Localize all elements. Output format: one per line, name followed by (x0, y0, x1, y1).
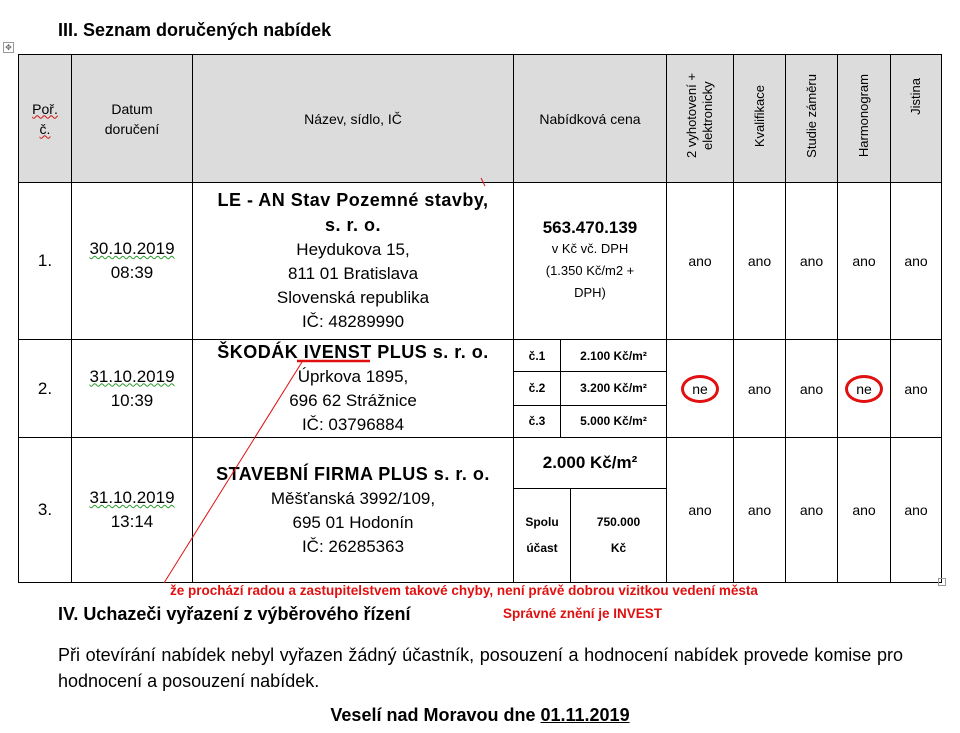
row-3-studie: ano (786, 438, 838, 583)
row-3-spolu-value2: Kč (610, 541, 627, 556)
variant-1-label: č.1 (514, 340, 561, 372)
row-3-spolu-value1: 750.000 (596, 515, 641, 530)
header-datum-line2: doručení (104, 120, 160, 137)
row-2-kvalifikace: ano (734, 340, 786, 438)
header-harmonogram-text: Harmonogram (856, 74, 871, 158)
row-3-vyhotoveni: ano (667, 438, 734, 583)
row-3-address2: 695 01 Hodonín (292, 512, 414, 532)
signature-line (0, 705, 960, 726)
section-3-number: III. (58, 20, 79, 40)
row-2-date: 31.10.2019 (89, 366, 175, 386)
row-1-ico: IČ: 48289990 (301, 312, 405, 331)
row-3-spolu-label1: Spolu (525, 515, 559, 530)
row-3-kvalifikace: ano (734, 438, 786, 583)
row-1-price-note2: (1.350 Kč/m2 + (545, 263, 635, 278)
header-jistina-text: Jistina (908, 77, 923, 115)
row-1-price-note3: DPH) (574, 285, 606, 300)
row-2-name: ŠKODÁK IVENST PLUS s. r. o. (217, 342, 489, 362)
row-2-vyhotoveni-circled: ne (681, 375, 719, 403)
row-1-address1: Heydukova 15, (296, 240, 410, 259)
row-1-price: 563.470.139 (542, 218, 638, 237)
header-poradi-line2: č. (39, 120, 51, 137)
row-1-time: 08:39 (110, 263, 154, 282)
signature-date: 01.11.2019 (540, 705, 630, 725)
row-2-jistina: ano (891, 340, 942, 438)
section-3-title: Seznam doručených nabídek (83, 20, 332, 40)
header-kvalifikace-text: Kvalifikace (751, 84, 767, 148)
row-3-address1: Měšťanská 3992/109, (270, 488, 436, 508)
row-2-ico: IČ: 03796884 (301, 415, 405, 434)
row-1-studie: ano (786, 183, 838, 340)
row-3-date: 31.10.2019 (89, 488, 175, 507)
row-1-name-line2: s. r. o. (324, 215, 382, 235)
row-1-name-line1: LE - AN Stav Pozemné stavby, (217, 190, 489, 210)
row-2-harmonogram-circled: ne (845, 375, 883, 403)
row-3-ico: IČ: 26285363 (301, 536, 405, 556)
row-1-address2: 811 01 Bratislava (287, 264, 419, 283)
row-1-harmonogram: ano (838, 183, 891, 340)
annotation-arrow-line (164, 362, 302, 583)
row-2-address1: Úprkova 1895, (297, 367, 409, 386)
row-1-jistina: ano (891, 183, 942, 340)
header-studie-text: Studie záměru (803, 74, 819, 158)
annotation-comment-2: Správné znění je INVEST (503, 606, 663, 621)
row-1-kvalifikace: ano (734, 183, 786, 340)
row-3-jistina: ano (891, 438, 942, 583)
variant-2-label: č.2 (514, 372, 561, 405)
section-4-title: Uchazeči vyřazení z výběrového řízení (83, 604, 411, 624)
row-2-studie: ano (786, 340, 838, 438)
row-3-harmonogram: ano (838, 438, 891, 583)
row-2-no: 2. (19, 340, 72, 438)
header-nazev: Název, sídlo, IČ (193, 55, 514, 183)
row-1-date: 30.10.2019 (89, 239, 175, 258)
section-4-paragraph: Při otevírání nabídek nebyl vyřazen žádný účastník, posouzení a hodnocení nabídek provede komise pro hodnocení a posouzení nabídek. (58, 645, 903, 691)
row-3-name: STAVEBNÍ FIRMA PLUS s. r. o. (216, 463, 490, 484)
row-1-address3: Slovenská republika (276, 288, 430, 307)
signature-prefix: Veselí nad Moravou dne (330, 705, 536, 725)
header-poradi-line1: Poř. (32, 100, 58, 117)
row-3-no: 3. (19, 438, 72, 583)
variant-1-price: 2.100 Kč/m² (561, 340, 667, 372)
variant-3-price: 5.000 Kč/m² (561, 405, 667, 437)
header-cena: Nabídková cena (514, 55, 667, 183)
row-3-time: 13:14 (110, 512, 154, 531)
section-4-heading (58, 604, 411, 625)
annotation-tick-mark (481, 178, 485, 186)
row-3-spolu-label2: účast (526, 541, 558, 556)
header-vyhotoveni-text: 2 vyhotovení + elektronicky (684, 73, 715, 159)
row-3-price: 2.000 Kč/m² (514, 438, 666, 488)
section-4-number: IV. (58, 604, 79, 624)
row-2-address2: 696 62 Strážnice (289, 391, 417, 410)
row-1-vyhotoveni: ano (667, 183, 734, 340)
row-2-time: 10:39 (110, 390, 154, 410)
variant-3-label: č.3 (514, 405, 561, 437)
annotation-comment-1: že prochází radou a zastupitelstvem takové chyby, není právě dobrou vizitkou vedení města (170, 583, 758, 598)
row-1-no: 1. (19, 183, 72, 340)
table-move-handle-icon[interactable]: ✥ (3, 42, 14, 53)
row-1-price-note1: v Kč vč. DPH (551, 241, 629, 256)
variant-2-price: 3.200 Kč/m² (561, 372, 667, 405)
header-datum-line1: Datum (111, 100, 153, 117)
